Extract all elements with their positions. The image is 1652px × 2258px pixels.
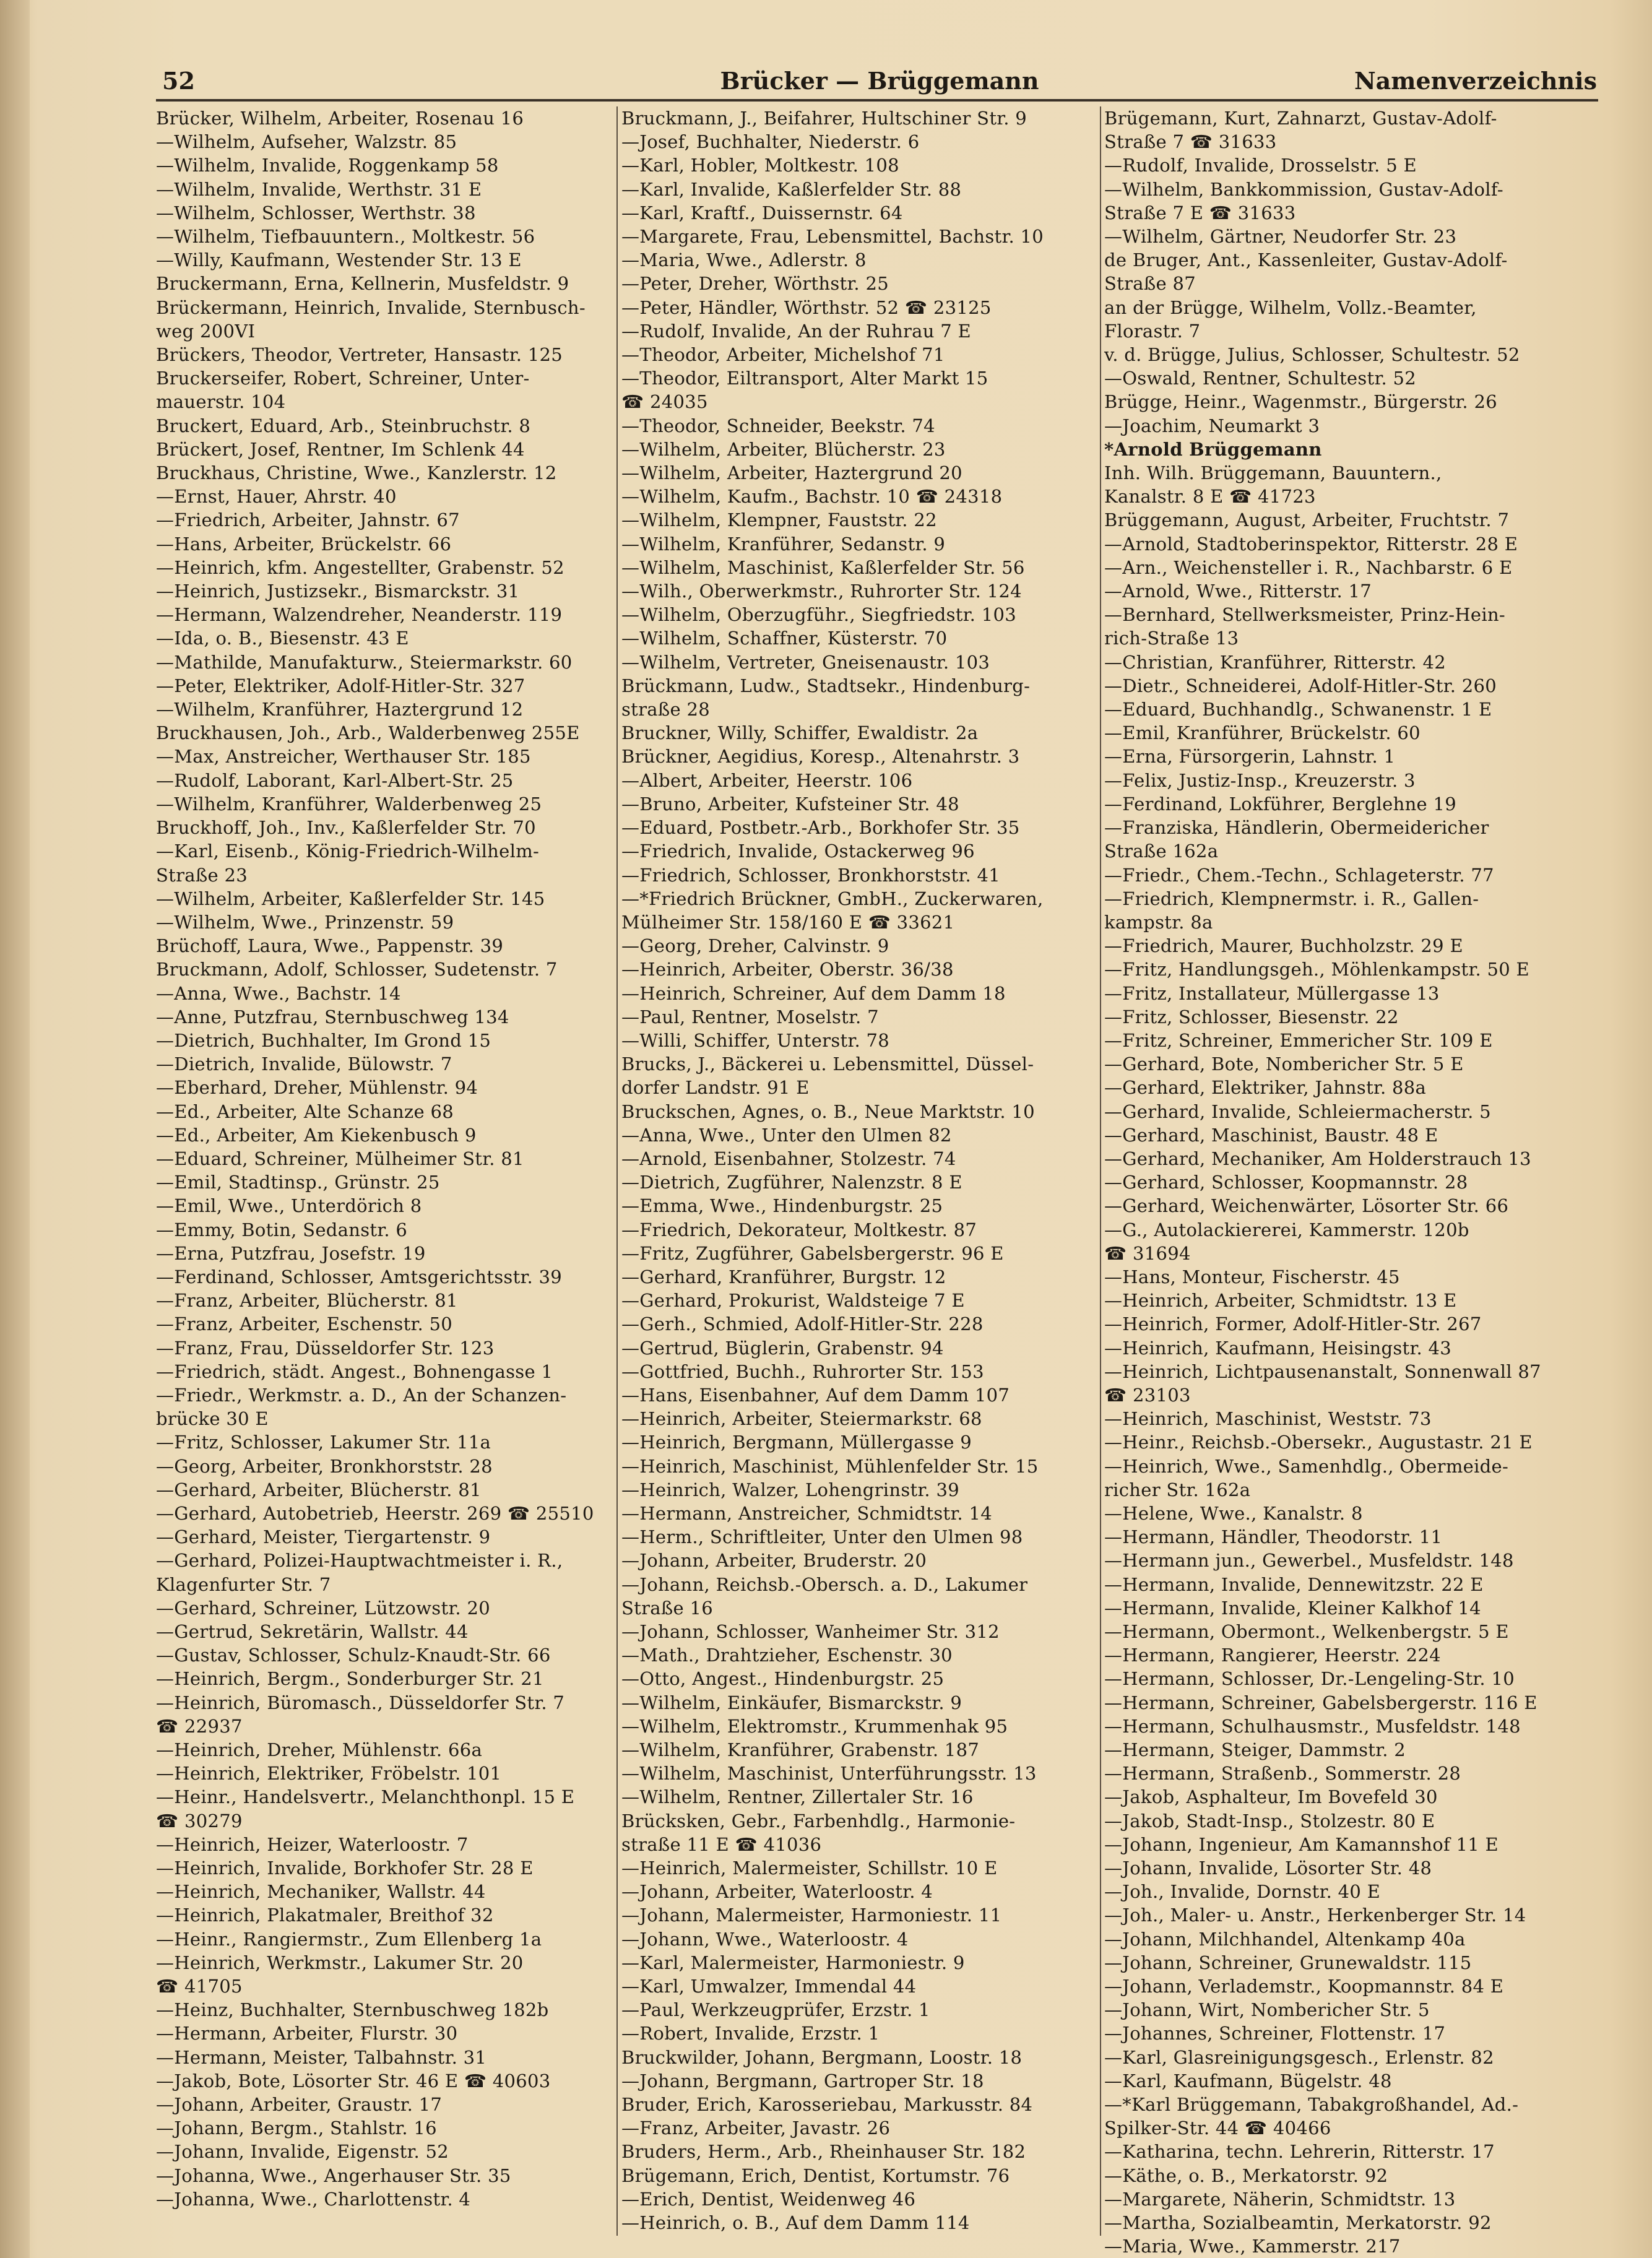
directory-entry: —Arnold, Stadtoberinspektor, Ritterstr. 28 E — [1104, 533, 1518, 555]
directory-entry: —Heinrich, Invalide, Borkhofer Str. 28 E — [156, 1858, 534, 1879]
directory-entry: —Hermann, Obermont., Welkenbergstr. 5 E — [1104, 1621, 1509, 1642]
directory-entry: Brüggemann, August, Arbeiter, Fruchtstr. 7 — [1104, 509, 1510, 531]
directory-entry: —Ida, o. B., Biesenstr. 43 E — [156, 628, 409, 649]
directory-entry: —Ed., Arbeiter, Alte Schanze 68 — [156, 1101, 454, 1122]
directory-entry: —Käthe, o. B., Merkatorstr. 92 — [1104, 2165, 1388, 2186]
directory-entry: —Georg, Dreher, Calvinstr. 9 — [621, 935, 889, 957]
directory-entry: —Wilhelm, Oberzugführ., Siegfriedstr. 103 — [621, 604, 1016, 626]
directory-entry: kampstr. 8a — [1104, 911, 1213, 933]
directory-entry: —Johann, Arbeiter, Waterloostr. 4 — [621, 1881, 933, 1903]
directory-entry: —Fritz, Schreiner, Emmericher Str. 109 E — [1104, 1029, 1493, 1051]
directory-entry: —Johanna, Wwe., Angerhauser Str. 35 — [156, 2165, 511, 2186]
directory-entry: —Heinrich, Elektriker, Fröbelstr. 101 — [156, 1763, 502, 1784]
directory-entry: —Gerhard, Maschinist, Baustr. 48 E — [1104, 1124, 1438, 1146]
directory-entry: —Heinrich, Justizsekr., Bismarckstr. 31 — [156, 581, 520, 602]
directory-entry: —Wilhelm, Arbeiter, Blücherstr. 23 — [621, 438, 946, 460]
directory-entry: —Emma, Wwe., Hindenburgstr. 25 — [621, 1195, 943, 1217]
directory-entry: —Hermann, Händler, Theodorstr. 11 — [1104, 1526, 1443, 1548]
directory-entry: —Heinrich, Mechaniker, Wallstr. 44 — [156, 1881, 486, 1903]
directory-entry: Straße 7 ☎ 31633 — [1104, 131, 1277, 153]
directory-entry: Brückermann, Heinrich, Invalide, Sternbusch- — [156, 296, 586, 318]
directory-entry: —Friedr., Chem.-Techn., Schlageterstr. 77 — [1104, 864, 1494, 886]
directory-entry: v. d. Brügge, Julius, Schlosser, Schultestr. 52 — [1104, 344, 1520, 366]
directory-entry: —Karl, Hobler, Moltkestr. 108 — [621, 155, 899, 176]
directory-entry: —Erich, Dentist, Weidenweg 46 — [621, 2188, 916, 2210]
column-divider — [616, 106, 618, 2236]
directory-entry: —Wilhelm, Kaufm., Bachstr. 10 ☎ 24318 — [621, 486, 1003, 508]
directory-entry: —Hermann, Meister, Talbahnstr. 31 — [156, 2046, 487, 2068]
directory-entry: —Heinrich, Dreher, Mühlenstr. 66a — [156, 1739, 483, 1761]
directory-entry: Bruckner, Willy, Schiffer, Ewaldistr. 2a — [621, 722, 979, 744]
directory-entry: richer Str. 162a — [1104, 1479, 1251, 1500]
directory-entry: —Hermann, Invalide, Dennewitzstr. 22 E — [1104, 1573, 1484, 1595]
directory-entry: —Dietrich, Zugführer, Nalenzstr. 8 E — [621, 1172, 962, 1193]
directory-entry: —Gerhard, Arbeiter, Blücherstr. 81 — [156, 1479, 482, 1500]
directory-column-2 — [621, 106, 1098, 2236]
directory-entry: —Gerhard, Schreiner, Lützowstr. 20 — [156, 1597, 490, 1619]
directory-entry: —Gerhard, Weichenwärter, Lösorter Str. 66 — [1104, 1195, 1509, 1217]
directory-entry: —Johann, Milchhandel, Altenkamp 40a — [1104, 1928, 1466, 1950]
directory-entry: —Peter, Dreher, Wörthstr. 25 — [621, 273, 889, 295]
directory-entry: —Gerhard, Autobetrieb, Heerstr. 269 ☎ 25510 — [156, 1502, 594, 1524]
directory-entry: Brücksken, Gebr., Farbenhdlg., Harmonie- — [621, 1810, 1016, 1832]
directory-entry: —Hermann, Schreiner, Gabelsbergerstr. 116 E — [1104, 1692, 1537, 1713]
directory-entry: —Wilhelm, Elektromstr., Krummenhak 95 — [621, 1715, 1008, 1737]
directory-entry: —Heinrich, Kaufmann, Heisingstr. 43 — [1104, 1337, 1452, 1359]
directory-entry: Brucksch​en, Agnes, o. B., Neue Marktstr. 10 — [621, 1101, 1035, 1122]
directory-entry: Brucks, J., Bäckerei u. Lebensmittel, Düssel- — [621, 1053, 1034, 1075]
directory-entry: Bruckmann, J., Beifahrer, Hultschiner Str. 9 — [621, 108, 1027, 129]
directory-entry: —Fritz, Zugführer, Gabelsbergerstr. 96 E — [621, 1242, 1004, 1264]
directory-entry: —Emil, Stadtinsp., Grünstr. 25 — [156, 1172, 440, 1193]
directory-entry: —Heinrich, Werkmstr., Lakumer Str. 20 — [156, 1952, 524, 1973]
directory-entry: —Friedrich, Invalide, Ostackerweg 96 — [621, 841, 975, 862]
page-header — [162, 67, 1597, 99]
directory-entry: —Theodor, Schneider, Beekstr. 74 — [621, 415, 935, 436]
directory-entry: dorfer Landstr. 91 E — [621, 1077, 810, 1099]
directory-entry: —Wilhelm, Kranführer, Grabenstr. 187 — [621, 1739, 980, 1761]
directory-entry: —Joh., Maler- u. Anstr., Herkenberger Str. 14 — [1104, 1905, 1526, 1926]
directory-entry: —Johann, Wwe., Waterloostr. 4 — [621, 1928, 909, 1950]
directory-entry: —Johann, Malermeister, Harmoniestr. 11 — [621, 1905, 1002, 1926]
directory-entry: —Max, Anstreicher, Werthauser Str. 185 — [156, 746, 531, 768]
directory-entry: —Joh., Invalide, Dornstr. 40 E — [1104, 1881, 1381, 1903]
directory-entry: —Karl, Glasreinigungsgesch., Erlenstr. 82 — [1104, 2046, 1494, 2068]
directory-entry: —Rudolf, Laborant, Karl-Albert-Str. 25 — [156, 769, 514, 791]
directory-entry: —Jakob, Bote, Lösorter Str. 46 E ☎ 40603 — [156, 2070, 551, 2091]
directory-entry: —Hermann, Anstreicher, Schmidtstr. 14 — [621, 1502, 992, 1524]
directory-entry: —Margarete, Näherin, Schmidtstr. 13 — [1104, 2188, 1456, 2210]
directory-entry: —Peter, Händler, Wörthstr. 52 ☎ 23125 — [621, 296, 992, 318]
directory-entry: weg 200VI — [156, 320, 256, 342]
directory-entry: —Arn., Weichensteller i. R., Nachbarstr. 6 E — [1104, 556, 1513, 578]
directory-entry: —Heinrich, Wwe., Samenhdlg., Obermeide- — [1104, 1455, 1509, 1477]
directory-entry: —Arnold, Wwe., Ritterstr. 17 — [1104, 581, 1372, 602]
directory-entry: —Gerhard, Invalide, Schleiermacherstr. 5 — [1104, 1101, 1491, 1122]
directory-entry: —Dietrich, Buchhalter, Im Grond 15 — [156, 1029, 491, 1051]
directory-entry: —Robert, Invalide, Erzstr. 1 — [621, 2023, 880, 2044]
directory-entry: —Heinrich, Plakatmaler, Breithof 32 — [156, 1905, 494, 1926]
directory-entry: —Heinrich, Maschinist, Mühlenfelder Str. 15 — [621, 1455, 1039, 1477]
directory-entry: —*Karl Brüggemann, Tabakgroßhandel, Ad.- — [1104, 2094, 1519, 2116]
directory-entry: —Hermann, Walzendreher, Neanderstr. 119 — [156, 604, 563, 626]
directory-entry: —Bruno, Arbeiter, Kufsteiner Str. 48 — [621, 793, 959, 815]
directory-entry: —Rudolf, Invalide, Drosselstr. 5 E — [1104, 155, 1417, 176]
directory-entry: —Heinrich, Arbeiter, Steiermarkstr. 68 — [621, 1408, 982, 1430]
directory-entry: —Friedrich, Dekorateur, Moltkestr. 87 — [621, 1219, 977, 1240]
directory-entry: —Georg, Arbeiter, Bronkhorststr. 28 — [156, 1455, 493, 1477]
directory-entry: —Math., Drahtzieher, Eschenstr. 30 — [621, 1645, 953, 1666]
directory-entry: —Martha, Sozialbeamtin, Merkatorstr. 92 — [1104, 2212, 1492, 2234]
directory-entry: —Wilh., Oberwerkmstr., Ruhrorter Str. 124 — [621, 581, 1022, 602]
directory-entry: ☎ 30279 — [156, 1810, 243, 1832]
directory-entry: Florastr. 7 — [1104, 320, 1201, 342]
directory-entry: Brüchoff, Laura, Wwe., Pappenstr. 39 — [156, 935, 504, 957]
directory-entry: —Wilhelm, Rentner, Zillertaler Str. 16 — [621, 1786, 974, 1808]
directory-entry: mauerstr. 104 — [156, 391, 286, 413]
directory-entry: —Wilhelm, Kranführer, Sedanstr. 9 — [621, 533, 946, 555]
directory-entry: —G., Autolackiererei, Kammerstr. 120b — [1104, 1219, 1469, 1240]
directory-entry: —Heinr., Handelsvertr., Melanchthonpl. 15 E — [156, 1786, 575, 1808]
directory-entry: —Maria, Wwe., Adlerstr. 8 — [621, 249, 867, 271]
directory-entry: —Hans, Arbeiter, Brückelstr. 66 — [156, 533, 452, 555]
directory-entry: rich-Straße 13 — [1104, 628, 1239, 649]
directory-entry: —Johann, Arbeiter, Bruderstr. 20 — [621, 1550, 927, 1572]
directory-entry: —Jakob, Asphalteur, Im Bovefeld 30 — [1104, 1786, 1438, 1808]
directory-entry: —Josef, Buchhalter, Niederstr. 6 — [621, 131, 920, 153]
directory-entry: —Theodor, Eiltransport, Alter Markt 15 — [621, 368, 988, 389]
directory-entry: —Bernhard, Stellwerksmeister, Prinz-Hein- — [1104, 604, 1506, 626]
directory-entry: —Oswald, Rentner, Schultestr. 52 — [1104, 368, 1417, 389]
directory-entry: —Paul, Werkzeugprüfer, Erzstr. 1 — [621, 1999, 930, 2021]
directory-entry: —Hermann, Straßenb., Sommerstr. 28 — [1104, 1763, 1461, 1784]
directory-entry: ☎ 23103 — [1104, 1384, 1191, 1406]
directory-entry: —Emil, Kranführer, Brückelstr. 60 — [1104, 722, 1421, 744]
directory-entry: —Otto, Angest., Hindenburgstr. 25 — [621, 1668, 945, 1690]
directory-entry: —Johann, Reichsb.-Obersch. a. D., Lakumer — [621, 1573, 1028, 1595]
directory-entry: Straße 87 — [1104, 273, 1196, 295]
directory-entry: —Maria, Wwe., Kammerstr. 217 — [1104, 2236, 1401, 2257]
directory-entry: Brücker, Wilhelm, Arbeiter, Rosenau 16 — [156, 108, 524, 129]
directory-entry: —Heinrich, Walzer, Lohengrinstr. 39 — [621, 1479, 959, 1500]
directory-entry: Bruckermann, Erna, Kellnerin, Musfeldstr. 9 — [156, 273, 569, 295]
directory-entry: Brückers, Theodor, Vertreter, Hansastr. 125 — [156, 344, 563, 366]
book-spine-shadow — [0, 0, 30, 2258]
directory-entry: —Heinrich, Arbeiter, Oberstr. 36/38 — [621, 959, 954, 980]
directory-entry: —Heinrich, Malermeister, Schillstr. 10 E — [621, 1858, 998, 1879]
directory-entry: *Arnold Brüggemann — [1104, 438, 1322, 460]
directory-entry: —Wilhelm, Klempner, Fauststr. 22 — [621, 509, 937, 531]
directory-entry: —Franz, Arbeiter, Blücherstr. 81 — [156, 1290, 458, 1312]
directory-entry: —Gerh., Schmied, Adolf-Hitler-Str. 228 — [621, 1313, 984, 1335]
directory-entry: —Hermann, Arbeiter, Flurstr. 30 — [156, 2023, 458, 2044]
directory-entry: —Hans, Monteur, Fischerstr. 45 — [1104, 1266, 1400, 1287]
directory-entry: —Wilhelm, Bankkommission, Gustav-Adolf- — [1104, 178, 1503, 200]
directory-entry: —Rudolf, Invalide, An der Ruhrau 7 E — [621, 320, 971, 342]
directory-entry: —Eduard, Schreiner, Mülheimer Str. 81 — [156, 1148, 524, 1169]
directory-entry: Kanalstr. 8 E ☎ 41723 — [1104, 486, 1316, 508]
directory-entry: —Anna, Wwe., Bachstr. 14 — [156, 982, 401, 1004]
directory-entry: Brügge, Heinr., Wagenmstr., Bürgerstr. 26 — [1104, 391, 1497, 413]
directory-entry: —Jakob, Stadt-Insp., Stolzestr. 80 E — [1104, 1810, 1435, 1832]
directory-entry: —Heinr., Rangiermstr., Zum Ellenberg 1a — [156, 1928, 542, 1950]
directory-entry: Klagenfurter Str. 7 — [156, 1573, 331, 1595]
directory-entry: —Peter, Elektriker, Adolf-Hitler-Str. 327 — [156, 675, 525, 696]
directory-entry: —Katharina, techn. Lehrerin, Ritterstr. 17 — [1104, 2141, 1495, 2163]
directory-entry: ☎ 41705 — [156, 1976, 243, 1997]
directory-column-1 — [156, 106, 614, 2236]
directory-entry: —Friedrich, Maurer, Buchholzstr. 29 E — [1104, 935, 1463, 957]
directory-entry: —Emil, Wwe., Unterdörich 8 — [156, 1195, 422, 1217]
directory-entry: —Fritz, Handlungsgeh., Möhlenkampstr. 50 E — [1104, 959, 1529, 980]
directory-entry: —Karl, Umwalzer, Immendal 44 — [621, 1976, 917, 1997]
directory-entry: —Wilhelm, Einkäufer, Bismarckstr. 9 — [621, 1692, 962, 1713]
directory-entry: —Gertrud, Büglerin, Grabenstr. 94 — [621, 1337, 944, 1359]
directory-entry: —Albert, Arbeiter, Heerstr. 106 — [621, 769, 913, 791]
directory-entry: —Erna, Fürsorgerin, Lahnstr. 1 — [1104, 746, 1396, 768]
directory-entry: —Heinrich, kfm. Angestellter, Grabenstr. 52 — [156, 556, 564, 578]
directory-entry: —Wilhelm, Vertreter, Gneisenaustr. 103 — [621, 651, 990, 673]
directory-entry: —Ed., Arbeiter, Am Kiekenbusch 9 — [156, 1124, 477, 1146]
directory-entry: Bruckwilder, Johann, Bergmann, Loostr. 18 — [621, 2046, 1023, 2068]
directory-entry: —Hermann, Rangierer, Heerstr. 224 — [1104, 1645, 1441, 1666]
directory-entry: —Gustav, Schlosser, Schulz-Knaudt-Str. 66 — [156, 1645, 551, 1666]
directory-entry: —Heinrich, Former, Adolf-Hitler-Str. 267 — [1104, 1313, 1482, 1335]
directory-entry: —Erna, Putzfrau, Josefstr. 19 — [156, 1242, 426, 1264]
directory-entry: —*Friedrich Brückner, GmbH., Zuckerwaren, — [621, 888, 1044, 909]
directory-entry: —Gerhard, Bote, Nombericher Str. 5 E — [1104, 1053, 1464, 1075]
directory-entry: ☎ 22937 — [156, 1715, 243, 1737]
directory-entry: —Gerhard, Polizei-Hauptwachtmeister i. R., — [156, 1550, 563, 1572]
directory-entry: —Christian, Kranführer, Ritterstr. 42 — [1104, 651, 1447, 673]
directory-entry: Brückmann, Ludw., Stadtsekr., Hindenburg- — [621, 675, 1031, 696]
directory-entry: —Franz, Arbeiter, Eschenstr. 50 — [156, 1313, 453, 1335]
directory-entry: —Gerhard, Elektriker, Jahnstr. 88a — [1104, 1077, 1427, 1099]
header-rule — [156, 99, 1598, 102]
directory-entry: —Willy, Kaufmann, Westender Str. 13 E — [156, 249, 522, 271]
directory-entry: —Wilhelm, Maschinist, Unterführungsstr. 13 — [621, 1763, 1037, 1784]
directory-entry: —Dietrich, Invalide, Bülowstr. 7 — [156, 1053, 452, 1075]
directory-entry: Straße 7 E ☎ 31633 — [1104, 202, 1296, 223]
directory-entry: Brügemann, Erich, Dentist, Kortumstr. 76 — [621, 2165, 1010, 2186]
directory-entry: —Wilhelm, Invalide, Werthstr. 31 E — [156, 178, 482, 200]
directory-entry: —Johann, Ingenieur, Am Kamannshof 11 E — [1104, 1833, 1499, 1855]
directory-entry: —Margarete, Frau, Lebensmittel, Bachstr. 10 — [621, 226, 1044, 248]
directory-entry: Inh. Wilh. Brüggemann, Bauuntern., — [1104, 462, 1442, 484]
directory-entry: Brügemann, Kurt, Zahnarzt, Gustav-Adolf- — [1104, 108, 1497, 129]
directory-entry: —Wilhelm, Kranführer, Walderbenweg 25 — [156, 793, 542, 815]
directory-entry: —Heinrich, Heizer, Waterloostr. 7 — [156, 1833, 469, 1855]
directory-entry: —Gerhard, Meister, Tiergartenstr. 9 — [156, 1526, 491, 1548]
directory-entry: —Friedrich, Schlosser, Bronkhorststr. 41 — [621, 864, 1001, 886]
directory-entry: —Gerhard, Schlosser, Koopmannstr. 28 — [1104, 1172, 1468, 1193]
directory-entry: —Wilhelm, Arbeiter, Kaßlerfelder Str. 145 — [156, 888, 545, 909]
directory-entry: ☎ 31694 — [1104, 1242, 1191, 1264]
directory-entry: —Heinrich, Bergmann, Müllergasse 9 — [621, 1432, 972, 1453]
directory-entry: —Heinrich, Büromasch., Düsseldorfer Str. 7 — [156, 1692, 565, 1713]
directory-entry: —Johannes, Schreiner, Flottenstr. 17 — [1104, 2023, 1446, 2044]
directory-entry: —Johann, Schlosser, Wanheimer Str. 312 — [621, 1621, 1000, 1642]
directory-entry: —Hermann jun., Gewerbel., Musfeldstr. 148 — [1104, 1550, 1514, 1572]
directory-entry: —Anna, Wwe., Unter den Ulmen 82 — [621, 1124, 952, 1146]
directory-entry: —Johann, Bergmann, Gartroper Str. 18 — [621, 2070, 984, 2091]
directory-entry: —Gertrud, Sekretärin, Wallstr. 44 — [156, 1621, 469, 1642]
directory-entry: —Johann, Invalide, Eigenstr. 52 — [156, 2141, 449, 2163]
directory-entry: —Gerhard, Kranführer, Burgstr. 12 — [621, 1266, 946, 1287]
directory-entry: —Wilhelm, Kranführer, Haztergrund 12 — [156, 699, 524, 720]
directory-entry: —Herm., Schriftleiter, Unter den Ulmen 98 — [621, 1526, 1023, 1548]
directory-entry: —Heinrich, Maschinist, Weststr. 73 — [1104, 1408, 1432, 1430]
directory-entry: —Dietr., Schneiderei, Adolf-Hitler-Str. 260 — [1104, 675, 1497, 696]
directory-entry: —Ernst, Hauer, Ahrstr. 40 — [156, 486, 397, 508]
directory-entry: —Fritz, Schlosser, Lakumer Str. 11a — [156, 1432, 491, 1453]
directory-entry: —Friedrich, Arbeiter, Jahnstr. 67 — [156, 509, 460, 531]
directory-entry: Bruckhoff, Joh., Inv., Kaßlerfelder Str. 70 — [156, 817, 536, 839]
directory-entry: —Heinrich, Lichtpausenanstalt, Sonnenwall 87 — [1104, 1360, 1541, 1382]
directory-entry: —Hermann, Schulhausmstr., Musfeldstr. 148 — [1104, 1715, 1521, 1737]
directory-entry: —Friedr., Werkmstr. a. D., An der Schanzen- — [156, 1384, 567, 1406]
directory-entry: Straße 23 — [156, 864, 248, 886]
directory-entry: de Bruger, Ant., Kassenleiter, Gustav-Adolf- — [1104, 249, 1508, 271]
directory-entry: —Ferdinand, Lokführer, Berglehne 19 — [1104, 793, 1457, 815]
directory-entry: straße 11 E ☎ 41036 — [621, 1833, 822, 1855]
directory-entry: —Franz, Arbeiter, Javastr. 26 — [621, 2117, 891, 2139]
directory-entry: Bruckert, Eduard, Arb., Steinbruchstr. 8 — [156, 415, 531, 436]
directory-entry: Bruders, Herm., Arb., Rheinhauser Str. 182 — [621, 2141, 1026, 2163]
directory-entry: —Wilhelm, Arbeiter, Haztergrund 20 — [621, 462, 962, 484]
directory-entry: Brückner, Aegidius, Koresp., Altenahrstr. 3 — [621, 746, 1020, 768]
directory-entry: —Gottfried, Buchh., Ruhrorter Str. 153 — [621, 1360, 984, 1382]
directory-entry: —Heinz, Buchhalter, Sternbuschweg 182b — [156, 1999, 549, 2021]
directory-entry: —Heinrich, Bergm., Sonderburger Str. 21 — [156, 1668, 544, 1690]
directory-entry: —Karl, Malermeister, Harmoniestr. 9 — [621, 1952, 965, 1973]
directory-entry: —Theodor, Arbeiter, Michelshof 71 — [621, 344, 945, 366]
directory-entry: Bruckerseifer, Robert, Schreiner, Unter- — [156, 368, 530, 389]
directory-entry: —Heinrich, Arbeiter, Schmidtstr. 13 E — [1104, 1290, 1457, 1312]
directory-entry: —Fritz, Installateur, Müllergasse 13 — [1104, 982, 1440, 1004]
directory-entry: —Wilhelm, Invalide, Roggenkamp 58 — [156, 155, 499, 176]
directory-entry: —Friedrich, städt. Angest., Bohnengasse 1 — [156, 1360, 553, 1382]
directory-entry: ☎ 24035 — [621, 391, 708, 413]
directory-entry: —Helene, Wwe., Kanalstr. 8 — [1104, 1502, 1363, 1524]
directory-entry: Spilker-Str. 44 ☎ 40466 — [1104, 2117, 1331, 2139]
directory-entry: —Johanna, Wwe., Charlottenstr. 4 — [156, 2188, 471, 2210]
directory-entry: —Mathilde, Manufakturw., Steiermarkstr. 60 — [156, 651, 573, 673]
directory-entry: an der Brügge, Wilhelm, Vollz.-Beamter, — [1104, 296, 1477, 318]
directory-entry: Bruckhaus, Christine, Wwe., Kanzlerstr. 12 — [156, 462, 557, 484]
directory-entry: —Wilhelm, Schaffner, Küsterstr. 70 — [621, 628, 948, 649]
directory-entry: —Wilhelm, Maschinist, Kaßlerfelder Str. 56 — [621, 556, 1025, 578]
directory-entry: —Wilhelm, Gärtner, Neudorfer Str. 23 — [1104, 226, 1457, 248]
directory-entry: —Johann, Wirt, Nombericher Str. 5 — [1104, 1999, 1430, 2021]
directory-entry: —Friedrich, Klempnermstr. i. R., Gallen- — [1104, 888, 1479, 909]
directory-entry: —Paul, Rentner, Moselstr. 7 — [621, 1006, 879, 1027]
directory-entry: —Ferdinand, Schlosser, Amtsgerichtsstr. 39 — [156, 1266, 563, 1287]
directory-entry: —Eberhard, Dreher, Mühlenstr. 94 — [156, 1077, 478, 1099]
directory-entry: —Franziska, Händlerin, Obermeidericher — [1104, 817, 1489, 839]
directory-entry: —Felix, Justiz-Insp., Kreuzerstr. 3 — [1104, 769, 1416, 791]
directory-entry: —Hermann, Invalide, Kleiner Kalkhof 14 — [1104, 1597, 1481, 1619]
directory-entry: Bruder, Erich, Karosseriebau, Markusstr. 84 — [621, 2094, 1033, 2116]
directory-entry: —Eduard, Buchhandlg., Schwanenstr. 1 E — [1104, 699, 1492, 720]
directory-entry: —Gerhard, Prokurist, Waldsteige 7 E — [621, 1290, 965, 1312]
directory-entry: —Heinrich, Schreiner, Auf dem Damm 18 — [621, 982, 1006, 1004]
column-divider — [1100, 106, 1101, 2236]
page-title: Brücker — Brüggemann — [720, 67, 1039, 95]
directory-entry: —Johann, Schreiner, Grunewaldstr. 115 — [1104, 1952, 1472, 1973]
directory-entry: —Emmy, Botin, Sedanstr. 6 — [156, 1219, 408, 1240]
directory-entry: —Hermann, Steiger, Dammstr. 2 — [1104, 1739, 1406, 1761]
directory-entry: —Karl, Kaufmann, Bügelstr. 48 — [1104, 2070, 1392, 2091]
section-title: Namenverzeichnis — [1354, 67, 1597, 95]
directory-entry: Straße 162a — [1104, 841, 1219, 862]
directory-entry: —Karl, Eisenb., König-Friedrich-Wilhelm- — [156, 841, 540, 862]
directory-entry: Mülheimer Str. 158/160 E ☎ 33621 — [621, 911, 955, 933]
directory-entry: —Johann, Arbeiter, Graustr. 17 — [156, 2094, 443, 2116]
directory-entry: —Wilhelm, Aufseher, Walzstr. 85 — [156, 131, 457, 153]
directory-entry: Bruckhausen, Joh., Arb., Walderbenweg 255E — [156, 722, 580, 744]
directory-entry: —Johann, Bergm., Stahlstr. 16 — [156, 2117, 437, 2139]
directory-entry: —Franz, Frau, Düsseldorfer Str. 123 — [156, 1337, 495, 1359]
directory-entry: —Heinrich, o. B., Auf dem Damm 114 — [621, 2212, 970, 2234]
directory-entry: —Willi, Schiffer, Unterstr. 78 — [621, 1029, 889, 1051]
directory-column-3 — [1104, 106, 1599, 2257]
directory-entry: —Eduard, Postbetr.-Arb., Borkhofer Str. 35 — [621, 817, 1020, 839]
directory-entry: —Wilhelm, Schlosser, Werthstr. 38 — [156, 202, 476, 223]
directory-entry: —Hans, Eisenbahner, Auf dem Damm 107 — [621, 1384, 1010, 1406]
directory-entry: —Johann, Verlademstr., Koopmannstr. 84 E — [1104, 1976, 1504, 1997]
directory-entry: —Karl, Invalide, Kaßlerfelder Str. 88 — [621, 178, 962, 200]
directory-entry: —Fritz, Schlosser, Biesenstr. 22 — [1104, 1006, 1399, 1027]
directory-entry: Straße 16 — [621, 1597, 714, 1619]
directory-entry: —Arnold, Eisenbahner, Stolzestr. 74 — [621, 1148, 956, 1169]
directory-entry: —Gerhard, Mechaniker, Am Holderstrauch 13 — [1104, 1148, 1531, 1169]
directory-entry: —Heinr., Reichsb.-Obersekr., Augustastr. 21 E — [1104, 1432, 1533, 1453]
directory-entry: —Johann, Invalide, Lösorter Str. 48 — [1104, 1858, 1432, 1879]
directory-entry: —Karl, Kraftf., Duissernstr. 64 — [621, 202, 903, 223]
directory-entry: —Anne, Putzfrau, Sternbuschweg 134 — [156, 1006, 509, 1027]
directory-entry: —Wilhelm, Wwe., Prinzenstr. 59 — [156, 911, 454, 933]
page-number: 52 — [162, 67, 195, 95]
directory-entry: —Hermann, Schlosser, Dr.-Lengeling-Str. 10 — [1104, 1668, 1515, 1690]
directory-entry: Brückert, Josef, Rentner, Im Schlenk 44 — [156, 438, 525, 460]
directory-entry: —Wilhelm, Tiefbauuntern., Moltkestr. 56 — [156, 226, 535, 248]
directory-entry: straße 28 — [621, 699, 711, 720]
directory-entry: Bruckmann, Adolf, Schlosser, Sudetenstr. 7 — [156, 959, 558, 980]
directory-entry: brücke 30 E — [156, 1408, 269, 1430]
directory-entry: —Joachim, Neumarkt 3 — [1104, 415, 1320, 436]
